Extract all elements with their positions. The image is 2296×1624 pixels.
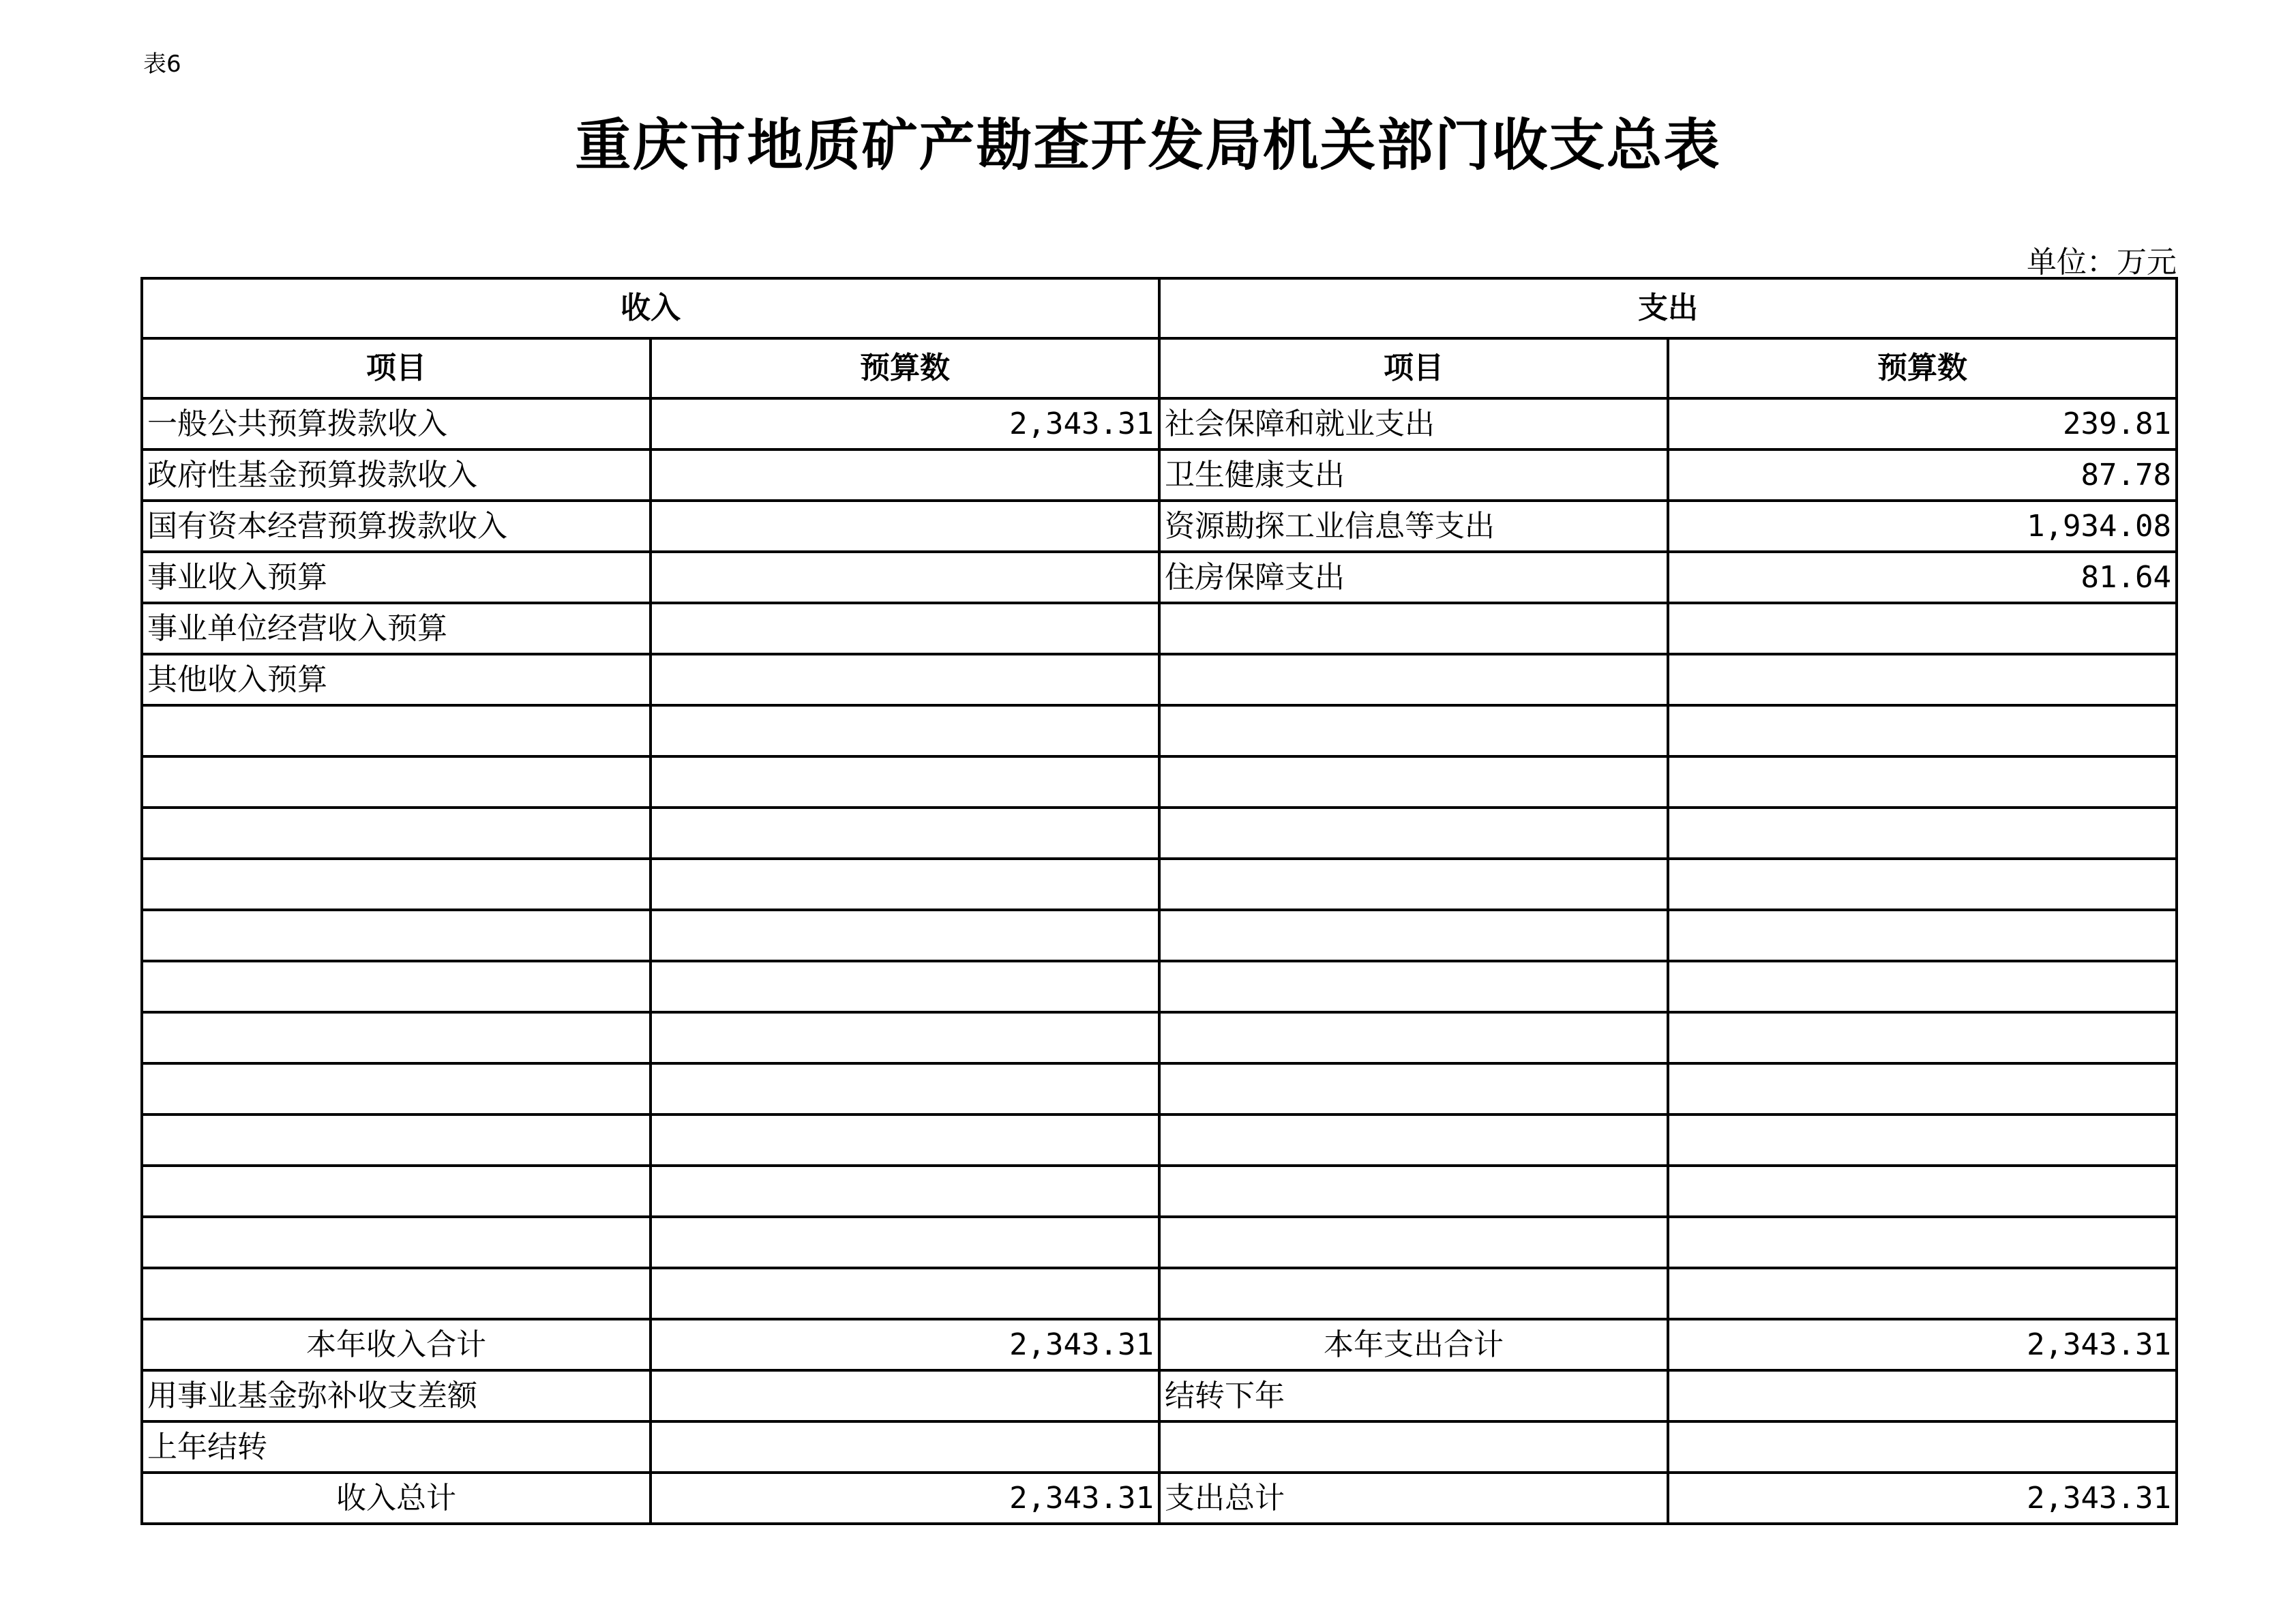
expense-item-header: 项目 bbox=[1159, 338, 1668, 398]
row-12 bbox=[142, 1012, 2177, 1063]
row-16 bbox=[142, 1217, 2177, 1268]
expense-value bbox=[1668, 756, 2177, 808]
grand-total-row bbox=[142, 1473, 2177, 1524]
income-value bbox=[651, 603, 1159, 654]
income-item bbox=[142, 1012, 651, 1063]
expense-section-header: 支出 bbox=[1159, 278, 2177, 338]
expense-value bbox=[1668, 603, 2177, 654]
expense-value bbox=[1668, 1114, 2177, 1166]
row-1 bbox=[142, 449, 2177, 501]
row-6 bbox=[142, 705, 2177, 756]
page-title: 重庆市地质矿产勘查开发局机关部门收支总表 bbox=[575, 113, 1721, 178]
row-11 bbox=[142, 961, 2177, 1012]
year-income-value: 2,343.31 bbox=[651, 1319, 1159, 1370]
year-expense-label: 本年支出合计 bbox=[1159, 1319, 1668, 1370]
income-item bbox=[142, 961, 651, 1012]
row-10 bbox=[142, 910, 2177, 961]
expense-value bbox=[1668, 1217, 2177, 1268]
expense-budget-header: 预算数 bbox=[1668, 338, 2177, 398]
expense-item bbox=[1159, 910, 1668, 961]
income-value bbox=[651, 552, 1159, 603]
income-value bbox=[651, 654, 1159, 705]
income-value bbox=[651, 756, 1159, 808]
row-14 bbox=[142, 1114, 2177, 1166]
expense-value bbox=[1668, 910, 2177, 961]
income-value bbox=[651, 910, 1159, 961]
expense-value: 1,934.08 bbox=[1668, 501, 2177, 552]
row-15 bbox=[142, 1166, 2177, 1217]
income-item bbox=[142, 808, 651, 859]
expense-item bbox=[1159, 859, 1668, 910]
income-item bbox=[142, 1217, 651, 1268]
income-value bbox=[651, 1268, 1159, 1319]
row-5 bbox=[142, 654, 2177, 705]
expense-item: 资源勘探工业信息等支出 bbox=[1159, 501, 1668, 552]
expense-item bbox=[1159, 756, 1668, 808]
income-item bbox=[142, 859, 651, 910]
fund-offset-label: 用事业基金弥补收支差额 bbox=[142, 1370, 651, 1421]
unit-label: 单位：万元 bbox=[2027, 245, 2177, 280]
expense-item: 住房保障支出 bbox=[1159, 552, 1668, 603]
row-0 bbox=[142, 398, 2177, 449]
income-total-value: 2,343.31 bbox=[651, 1473, 1159, 1524]
expense-value bbox=[1668, 1268, 2177, 1319]
income-value bbox=[651, 1217, 1159, 1268]
row-3 bbox=[142, 552, 2177, 603]
expense-item bbox=[1159, 1063, 1668, 1114]
expense-item bbox=[1159, 1012, 1668, 1063]
table-label: 表6 bbox=[143, 50, 181, 78]
expense-item bbox=[1159, 1217, 1668, 1268]
expense-total-label: 支出总计 bbox=[1159, 1473, 1668, 1524]
income-item bbox=[142, 1063, 651, 1114]
income-value: 2,343.31 bbox=[651, 398, 1159, 449]
fund-offset-row bbox=[142, 1370, 2177, 1421]
income-budget-header: 预算数 bbox=[651, 338, 1159, 398]
income-value bbox=[651, 859, 1159, 910]
expense-item bbox=[1159, 961, 1668, 1012]
income-item: 国有资本经营预算拨款收入 bbox=[142, 501, 651, 552]
expense-item bbox=[1159, 1268, 1668, 1319]
expense-value bbox=[1668, 654, 2177, 705]
income-item bbox=[142, 1268, 651, 1319]
expense-value bbox=[1668, 1063, 2177, 1114]
income-value bbox=[651, 961, 1159, 1012]
expense-item bbox=[1159, 705, 1668, 756]
expense-value bbox=[1668, 705, 2177, 756]
income-item: 事业收入预算 bbox=[142, 552, 651, 603]
year-income-label: 本年收入合计 bbox=[142, 1319, 651, 1370]
carry-forward-next-label: 结转下年 bbox=[1159, 1370, 1668, 1421]
row-9 bbox=[142, 859, 2177, 910]
row-13 bbox=[142, 1063, 2177, 1114]
row-7 bbox=[142, 756, 2177, 808]
income-item-header: 项目 bbox=[142, 338, 651, 398]
empty-cell bbox=[1159, 1421, 1668, 1473]
expense-item: 社会保障和就业支出 bbox=[1159, 398, 1668, 449]
expense-value: 87.78 bbox=[1668, 449, 2177, 501]
income-value bbox=[651, 808, 1159, 859]
income-item bbox=[142, 910, 651, 961]
income-item: 事业单位经营收入预算 bbox=[142, 603, 651, 654]
expense-item: 卫生健康支出 bbox=[1159, 449, 1668, 501]
prior-carryover-value bbox=[651, 1421, 1159, 1473]
budget-table bbox=[140, 277, 2178, 1525]
income-value bbox=[651, 705, 1159, 756]
income-item: 其他收入预算 bbox=[142, 654, 651, 705]
expense-total-value: 2,343.31 bbox=[1668, 1473, 2177, 1524]
income-value bbox=[651, 1166, 1159, 1217]
expense-value: 81.64 bbox=[1668, 552, 2177, 603]
expense-value bbox=[1668, 1012, 2177, 1063]
prior-carryover-row bbox=[142, 1421, 2177, 1473]
expense-value bbox=[1668, 1166, 2177, 1217]
income-item: 一般公共预算拨款收入 bbox=[142, 398, 651, 449]
year-total-row bbox=[142, 1319, 2177, 1370]
income-item: 政府性基金预算拨款收入 bbox=[142, 449, 651, 501]
expense-value bbox=[1668, 808, 2177, 859]
row-17 bbox=[142, 1268, 2177, 1319]
income-value bbox=[651, 501, 1159, 552]
expense-value bbox=[1668, 859, 2177, 910]
expense-item bbox=[1159, 1166, 1668, 1217]
income-total-label: 收入总计 bbox=[142, 1473, 651, 1524]
income-item bbox=[142, 1166, 651, 1217]
income-item bbox=[142, 705, 651, 756]
row-2 bbox=[142, 501, 2177, 552]
income-value bbox=[651, 1012, 1159, 1063]
income-value bbox=[651, 1063, 1159, 1114]
section-header-row bbox=[142, 278, 2177, 338]
row-8 bbox=[142, 808, 2177, 859]
income-value bbox=[651, 1114, 1159, 1166]
column-header-row bbox=[142, 338, 2177, 398]
expense-item bbox=[1159, 603, 1668, 654]
empty-cell bbox=[1668, 1421, 2177, 1473]
income-item bbox=[142, 1114, 651, 1166]
expense-item bbox=[1159, 654, 1668, 705]
carry-forward-next-value bbox=[1668, 1370, 2177, 1421]
expense-value: 239.81 bbox=[1668, 398, 2177, 449]
expense-value bbox=[1668, 961, 2177, 1012]
row-4 bbox=[142, 603, 2177, 654]
income-section-header: 收入 bbox=[142, 278, 1159, 338]
expense-item bbox=[1159, 808, 1668, 859]
income-item bbox=[142, 756, 651, 808]
income-value bbox=[651, 449, 1159, 501]
expense-item bbox=[1159, 1114, 1668, 1166]
prior-carryover-label: 上年结转 bbox=[142, 1421, 651, 1473]
fund-offset-value bbox=[651, 1370, 1159, 1421]
year-expense-value: 2,343.31 bbox=[1668, 1319, 2177, 1370]
